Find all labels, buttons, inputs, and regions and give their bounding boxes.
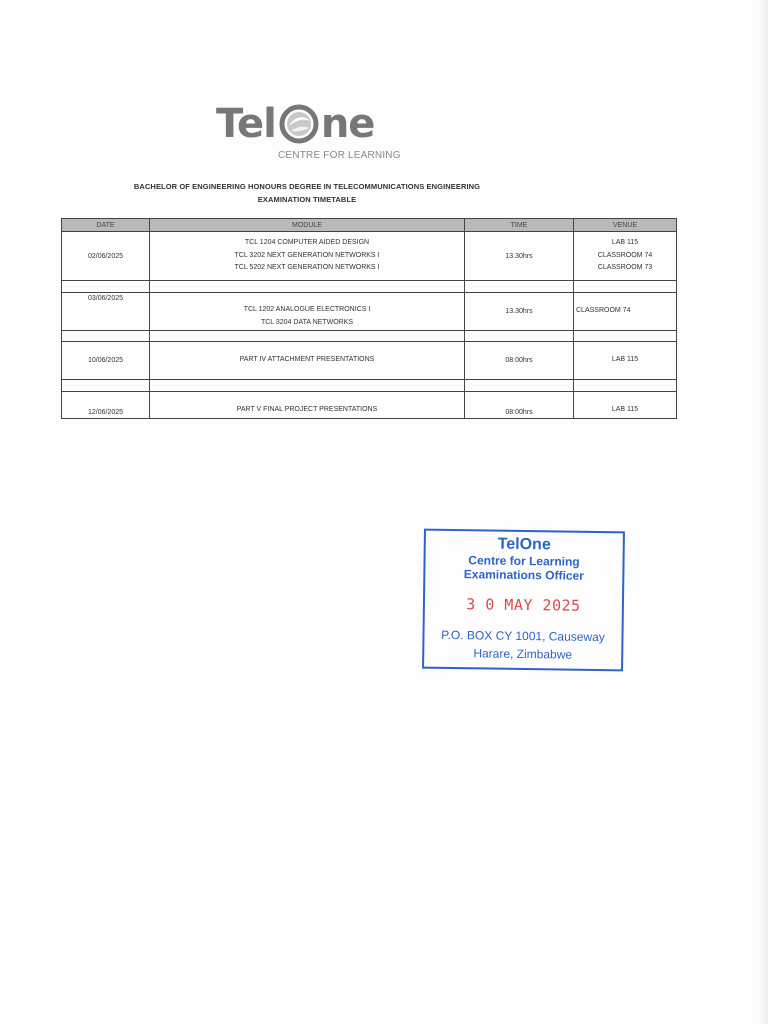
- venue-cell: [574, 392, 677, 419]
- module-item: PART IV ATTACHMENT PRESENTATIONS: [239, 356, 375, 364]
- examinations-officer-stamp: [422, 529, 625, 672]
- header-date: DATE: [62, 219, 150, 232]
- module-item: TCL 5202 NEXT GENERATION NETWORKS I: [234, 264, 380, 272]
- table-row: [62, 293, 677, 331]
- module-item: PART V FINAL PROJECT PRESENTATIONS: [236, 405, 378, 413]
- stamp-address-box: P.O. BOX CY 1001, Causeway: [441, 627, 605, 645]
- header-module: MODULE: [150, 219, 465, 232]
- module-cell: [150, 392, 465, 419]
- logo-wordmark: [216, 100, 374, 148]
- spacer-row: [62, 380, 677, 392]
- exam-timetable: [61, 218, 677, 419]
- module-item: TCL 1202 ANALOGUE ELECTRONICS I: [243, 306, 371, 313]
- spacer-row: [62, 331, 677, 342]
- scan-edge-shadow: [758, 0, 768, 1024]
- logo-subtitle: CENTRE FOR LEARNING: [278, 150, 401, 161]
- venue-cell: [574, 293, 677, 331]
- stamp-address-city: Harare, Zimbabwe: [473, 646, 573, 662]
- time-cell: 13.30hrs: [465, 232, 574, 281]
- module-item: TCL 3204 DATA NETWORKS: [260, 318, 354, 326]
- timetable-title: EXAMINATION TIMETABLE: [257, 195, 357, 204]
- table-row: [62, 392, 677, 419]
- table-row: [62, 232, 677, 281]
- stamp-title: TelOne: [497, 535, 551, 554]
- venue-cell: [574, 232, 677, 281]
- date-cell: 12/06/2025: [62, 392, 150, 419]
- venue-item: CLASSROOM 73: [597, 264, 653, 272]
- date-cell: 02/06/2025: [62, 232, 150, 281]
- venue-item: LAB 115: [611, 405, 639, 413]
- logo-text-ne: ne: [320, 101, 375, 147]
- telone-logo: [216, 100, 416, 166]
- module-item: TCL 3202 NEXT GENERATION NETWORKS I: [234, 251, 380, 259]
- venue-item: LAB 115: [611, 239, 639, 247]
- spacer-row: [62, 281, 677, 293]
- venue-item: LAB 115: [611, 356, 639, 364]
- programme-title: BACHELOR OF ENGINEERING HONOURS DEGREE IN TELECOMMUNICATIONS ENGINEERING: [133, 182, 481, 191]
- venue-item: CLASSROOM 74: [576, 307, 631, 315]
- table-row: [62, 342, 677, 380]
- globe-icon: [278, 104, 320, 144]
- stamp-date: 3 0 MAY 2025: [466, 595, 581, 615]
- venue-item: CLASSROOM 74: [597, 251, 653, 259]
- time-cell: 13.30hrs: [465, 293, 574, 331]
- module-cell: [150, 342, 465, 380]
- stamp-line-officer: Examinations Officer: [463, 567, 584, 583]
- module-item: TCL 1204 COMPUTER AIDED DESIGN: [244, 239, 370, 247]
- date-cell: 03/06/2025: [62, 293, 150, 331]
- time-cell: 08.00hrs: [465, 342, 574, 380]
- stamp-line-centre: Centre for Learning: [468, 553, 580, 569]
- table-header-row: [62, 219, 677, 232]
- venue-cell: [574, 342, 677, 380]
- header-time: TIME: [465, 219, 574, 232]
- time-cell: 08:00hrs: [465, 392, 574, 419]
- header-venue: VENUE: [574, 219, 677, 232]
- module-cell: [150, 293, 465, 331]
- logo-text-tel: Tel: [216, 101, 276, 147]
- module-cell: [150, 232, 465, 281]
- date-cell: 10/06/2025: [62, 342, 150, 380]
